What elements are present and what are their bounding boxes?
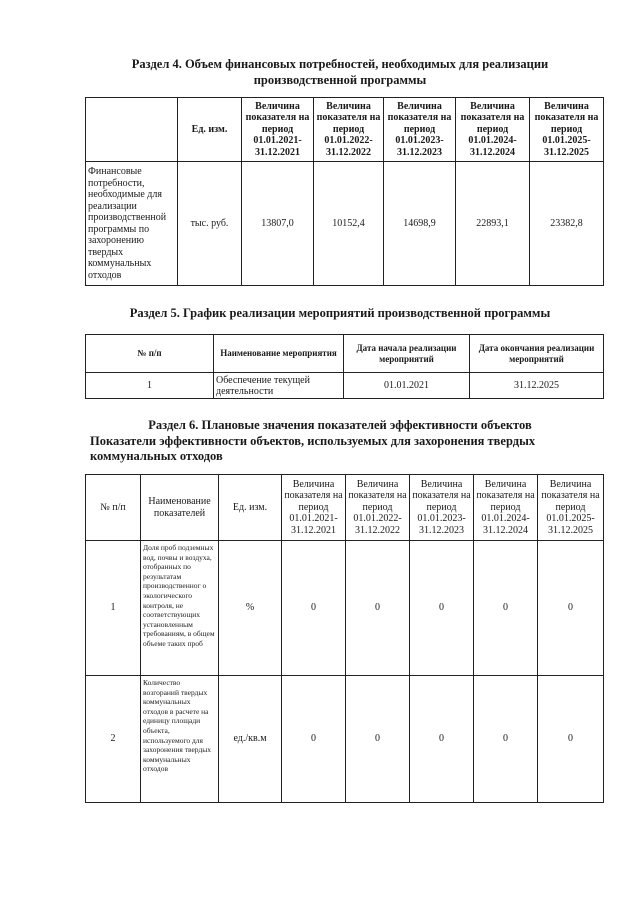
header-cell: Наименование мероприятия bbox=[214, 335, 344, 373]
efficiency-indicators-table bbox=[85, 474, 604, 803]
header-cell: Величина показателя на период 01.01.2025-31.12.2025 bbox=[530, 98, 604, 162]
header-cell: Величина показателя на период 01.01.2024-31.12.2024 bbox=[456, 98, 530, 162]
value-cell: 0 bbox=[282, 541, 346, 676]
header-cell: № п/п bbox=[86, 335, 214, 373]
row-number-cell: 1 bbox=[86, 541, 141, 676]
row-number-cell: 1 bbox=[86, 373, 214, 399]
header-cell: Величина показателя на период 01.01.2024-31.12.2024 bbox=[474, 475, 538, 541]
value-cell: 10152,4 bbox=[314, 162, 384, 286]
table-header-row bbox=[86, 335, 604, 373]
end-date-cell: 31.12.2025 bbox=[470, 373, 604, 399]
indicator-name-cell: Доля проб подземных вод, почвы и воздуха, отобранных по результатам производственног о экологического контроля, не соответствующих установленным требованиям, в общем объеме таких проб bbox=[141, 541, 219, 676]
indicator-name-cell: Финансовые потребности, необходимые для реализации производственной программы по захоронению твердых коммунальных отходов bbox=[86, 162, 178, 286]
unit-cell: ед./кв.м bbox=[219, 676, 282, 803]
section5-title: Раздел 5. График реализации мероприятий производственной программы bbox=[129, 306, 551, 320]
value-cell: 0 bbox=[538, 541, 604, 676]
header-cell bbox=[86, 98, 178, 162]
value-cell: 22893,1 bbox=[456, 162, 530, 286]
activity-name-cell: Обеспечение текущей деятельности bbox=[214, 373, 344, 399]
table-header-row bbox=[86, 98, 604, 162]
header-cell: Величина показателя на период 01.01.2023-31.12.2023 bbox=[410, 475, 474, 541]
section4-title-line1: Раздел 4. Объем финансовых потребностей, необходимых для реализации bbox=[131, 57, 549, 71]
financial-needs-table bbox=[85, 97, 604, 286]
section6-title-line2: Показатели эффективности объектов, используемых для захоронения твердых bbox=[90, 434, 536, 448]
value-cell: 0 bbox=[282, 676, 346, 803]
header-cell: Величина показателя на период 01.01.2021-31.12.2021 bbox=[282, 475, 346, 541]
schedule-table bbox=[85, 334, 604, 399]
value-cell: 0 bbox=[410, 541, 474, 676]
start-date-cell: 01.01.2021 bbox=[344, 373, 470, 399]
header-cell: Наименование показателей bbox=[141, 475, 219, 541]
header-cell: Величина показателя на период 01.01.2021-31.12.2021 bbox=[242, 98, 314, 162]
value-cell: 0 bbox=[410, 676, 474, 803]
value-cell: 13807,0 bbox=[242, 162, 314, 286]
row-number-cell: 2 bbox=[86, 676, 141, 803]
value-cell: 0 bbox=[538, 676, 604, 803]
value-cell: 0 bbox=[346, 676, 410, 803]
unit-cell: тыс. руб. bbox=[178, 162, 242, 286]
section6-title-line3: коммунальных отходов bbox=[90, 449, 223, 463]
header-cell: Дата окончания реализации мероприятий bbox=[470, 335, 604, 373]
section4-title-line2: производственной программы bbox=[253, 73, 427, 87]
table-row bbox=[86, 541, 604, 676]
header-cell: Величина показателя на период 01.01.2023-31.12.2023 bbox=[384, 98, 456, 162]
table-row bbox=[86, 676, 604, 803]
table-row bbox=[86, 162, 604, 286]
unit-cell: % bbox=[219, 541, 282, 676]
indicator-name-cell: Количество возгораний твердых коммунальных отходов в расчете на единицу площади объекта, используемого для захоронения твердых коммунальных отходов bbox=[141, 676, 219, 803]
table-row bbox=[86, 373, 604, 399]
header-cell: Величина показателя на период 01.01.2022-31.12.2022 bbox=[314, 98, 384, 162]
header-cell: Величина показателя на период 01.01.2025-31.12.2025 bbox=[538, 475, 604, 541]
header-cell: Величина показателя на период 01.01.2022-31.12.2022 bbox=[346, 475, 410, 541]
header-cell: Ед. изм. bbox=[178, 98, 242, 162]
value-cell: 0 bbox=[474, 541, 538, 676]
table-header-row bbox=[86, 475, 604, 541]
header-cell: Дата начала реализации мероприятий bbox=[344, 335, 470, 373]
header-cell: Ед. изм. bbox=[219, 475, 282, 541]
value-cell: 0 bbox=[474, 676, 538, 803]
value-cell: 14698,9 bbox=[384, 162, 456, 286]
header-cell: № п/п bbox=[86, 475, 141, 541]
section6-title-line1: Раздел 6. Плановые значения показателей эффективности объектов bbox=[148, 418, 532, 432]
value-cell: 23382,8 bbox=[530, 162, 604, 286]
value-cell: 0 bbox=[346, 541, 410, 676]
